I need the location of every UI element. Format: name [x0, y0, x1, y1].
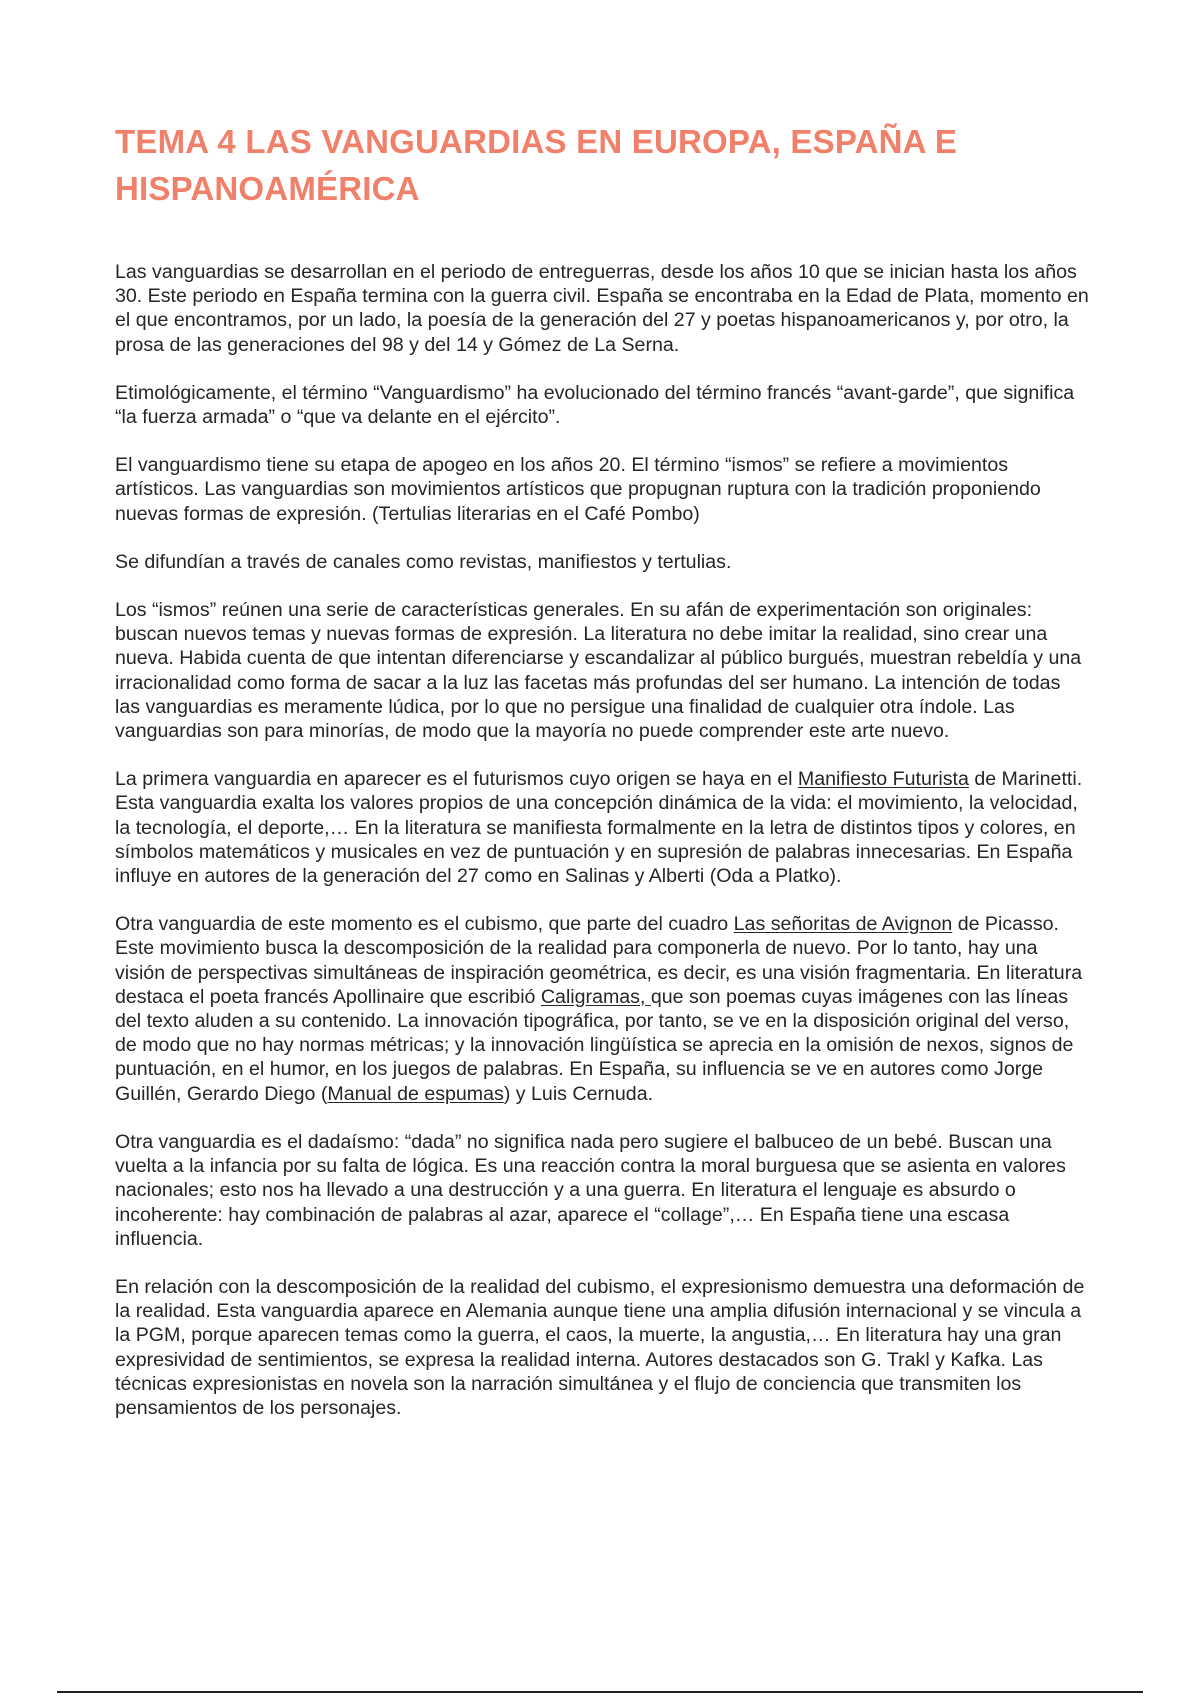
paragraph-cubism	[115, 912, 1090, 1106]
paragraph-apogee: El vanguardismo tiene su etapa de apogeo en los años 20. El término “ismos” se refiere a movimientos artísticos. Las vanguardias son movimientos artísticos que propugnan ruptura con la tradición proponiendo nuevas formas de expresión. (Tertulias literarias en el Café Pombo)	[115, 454, 1041, 525]
paragraph-expressionism: En relación con la descomposición de la realidad del cubismo, el expresionismo demuestra una deformación de la realidad. Esta vanguardia aparece en Alemania aunque tiene una amplia difusión internacional y se vincula a la PGM, porque aparecen temas como la guerra, el caos, la muerte, la angustia,… En literatura hay una gran expresividad de sentimientos, se expresa la realidad interna. Autores destacados son G. Trakl y Kafka. Las técnicas expresionistas en novela son la narración simultánea y el flujo de conciencia que transmiten los pensamientos de los personajes.	[115, 1275, 1085, 1419]
paragraph-characteristics: Los “ismos” reúnen una serie de características generales. En su afán de experimentación son originales: buscan nuevos temas y nuevas formas de expresión. La literatura no debe imitar la realidad, sino crear una nueva. Habida cuenta de que intentan diferenciarse y escandalizar al público burgués, muestran rebeldía y una irracionalidad como forma de sacar a la luz las facetas más profundas del ser humano. La intención de todas las vanguardias es meramente lúdica, por lo que no persigue una finalidad de cualquier otra índole. Las vanguardias son para minorías, de modo que la mayoría no puede comprender este arte nuevo.	[115, 599, 1082, 743]
manifiesto-futurista-title: Manifiesto Futurista	[797, 768, 969, 791]
paragraph-diffusion: Se difundían a través de canales como revistas, manifiestos y tertulias.	[115, 550, 732, 573]
manual-de-espumas-title: Manual de espumas	[327, 1082, 504, 1105]
page-title: TEMA 4 LAS VANGUARDIAS EN EUROPA, ESPAÑA E HISPANOAMÉRICA	[115, 123, 958, 207]
cubism-text-before: Otra vanguardia de este momento es el cubismo, que parte del cuadro	[115, 913, 734, 936]
cubism-text-middle-2: que son poemas cuyas imágenes con las líneas del texto aluden a su contenido. La innovación tipográfica, por tanto, se ve en la disposición original del verso, de modo que no hay normas métricas; y la innovación lingüística se aprecia en la omisión de nexos, signos de puntuación, en el humor, en los juegos de palabras. En España, su influencia se ve en autores como Jorge Guillén, Gerardo Diego (	[115, 985, 1074, 1105]
footer-divider	[57, 1691, 1143, 1693]
document-page	[115, 118, 1090, 1444]
paragraph-futurism	[115, 767, 1090, 888]
senoritas-de-avignon-title: Las señoritas de Avignon	[733, 913, 953, 936]
paragraph-intro: Las vanguardias se desarrollan en el periodo de entreguerras, desde los años 10 que se inician hasta los años 30. Este periodo en España termina con la guerra civil. España se encontraba en la Edad de Plata, momento en el que encontramos, por un lado, la poesía de la generación del 27 y poetas hispanoamericanos y, por otro, la prosa de las generaciones del 98 y del 14 y Gómez de La Serna.	[115, 261, 1089, 356]
cubism-text-after: ) y Luis Cernuda.	[503, 1082, 654, 1105]
futurism-text-after: de Marinetti. Esta vanguardia exalta los valores propios de una concepción dinámica de la vida: el movimiento, la velocidad, la tecnología, el deporte,… En la literatura se manifiesta formalmente en la letra de distintos tipos y colores, en símbolos matemáticos y musicales en vez de puntuación y en supresión de palabras innecesarias. En España influye en autores de la generación del 27 como en Salinas y Alberti (Oda a Platko).	[115, 768, 1083, 888]
paragraph-dadaism: Otra vanguardia es el dadaísmo: “dada” no significa nada pero sugiere el balbuceo de un bebé. Buscan una vuelta a la infancia por su falta de lógica. Es una reacción contra la moral burguesa que se asienta en valores nacionales; esto nos ha llevado a una destrucción y a una guerra. En literatura el lenguaje es absurdo o incoherente: hay combinación de palabras al azar, aparece el “collage”,… En España tiene una escasa influencia.	[115, 1130, 1066, 1250]
caligramas-title: Caligramas,	[540, 985, 651, 1008]
document-body	[115, 260, 1090, 1420]
cubism-text-middle-1: de Picasso. Este movimiento busca la descomposición de la realidad para componerla de nuevo. Por lo tanto, hay una visión de perspectivas simultáneas de inspiración geométrica, es decir, es una visión fragmentaria. En literatura destaca el poeta francés Apollinaire que escribió	[115, 913, 1083, 1008]
paragraph-etymology: Etimológicamente, el término “Vanguardismo” ha evolucionado del término francés “avant-garde”, que significa “la fuerza armada” o “que va delante en el ejército”.	[115, 381, 1075, 429]
futurism-text-before: La primera vanguardia en aparecer es el futurismos cuyo origen se haya en el	[115, 768, 798, 791]
